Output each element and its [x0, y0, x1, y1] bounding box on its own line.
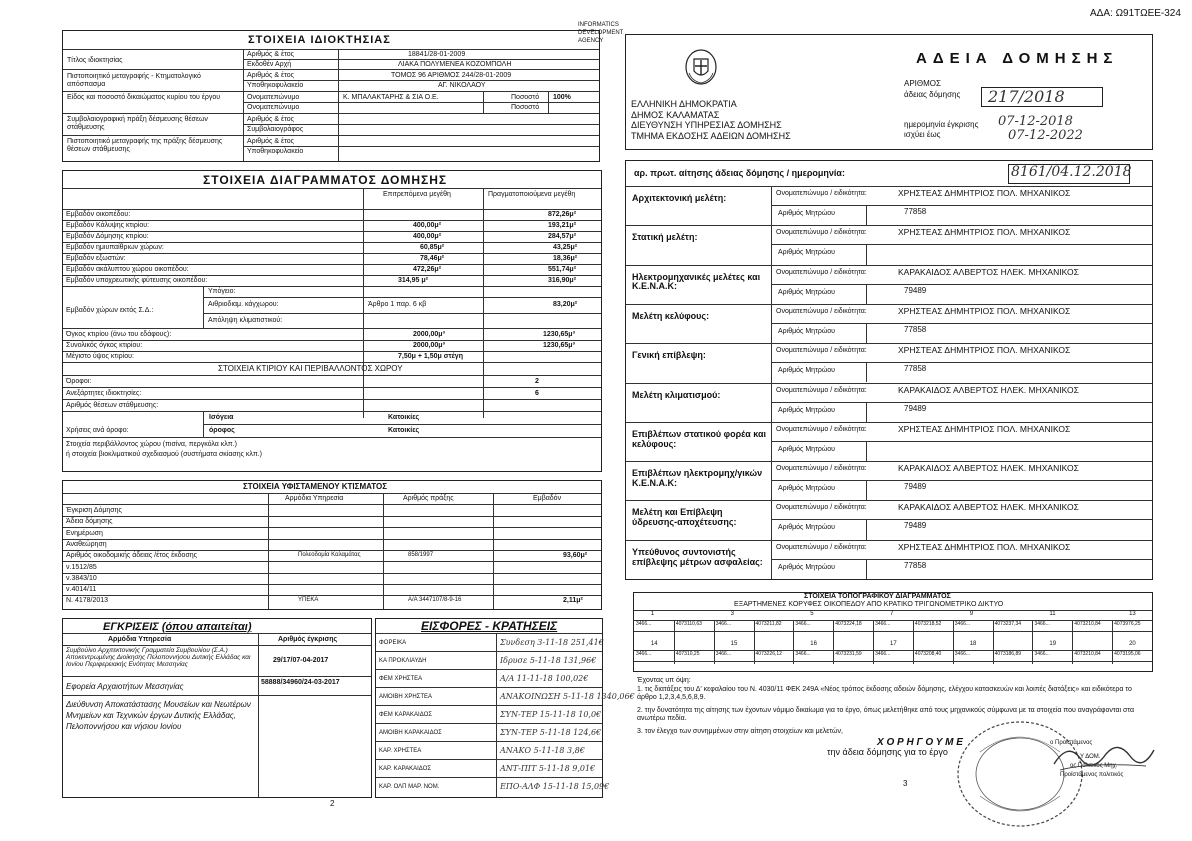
topographic-section — [633, 592, 1153, 672]
topo-coordinate: 3466... — [715, 621, 731, 627]
row-divider — [634, 650, 1152, 651]
topo-vertex-index: 18 — [969, 641, 977, 647]
row-divider — [771, 402, 1152, 403]
topo-vertex-index: 20 — [1129, 641, 1136, 647]
engineer-role-label: Επιβλέπων ηλεκτρομηχ/γικών Κ.Ε.Ν.Α.Κ: — [632, 468, 763, 488]
existing-row-service: ΥΠΕΚΑ — [298, 597, 319, 604]
topo-coordinate: 3466... — [1034, 621, 1050, 627]
topo-vertex-index: 3 — [730, 611, 734, 617]
fees-section — [375, 618, 635, 798]
row-divider — [376, 669, 602, 670]
page-number-right: 3 — [903, 779, 908, 788]
topo-coordinate: 4073210,84 — [1074, 651, 1101, 657]
engineer-name: ΚΑΡΑΚΑΙΔΟΣ ΑΛΒΕΡΤΟΣ ΗΛΕΚ. ΜΗΧΑΝΙΚΟΣ — [898, 384, 1079, 395]
col-divider — [953, 620, 954, 664]
fee-row-label: ΚΑ ΠΡΟΚΛΙΑΥΔΗ — [379, 658, 427, 664]
topo-coordinate: 4073224,18 — [835, 621, 862, 627]
units-count: 6 — [535, 390, 539, 397]
registry-label: Αριθμός Μητρώου — [778, 327, 836, 335]
existing-row-area: 2,11μ² — [563, 597, 583, 605]
env-title: ΣΤΟΙΧΕΙΑ ΚΤΙΡΙΟΥ ΚΑΙ ΠΕΡΙΒΑΛΛΟΝΤΟΣ ΧΩΡΟΥ — [218, 364, 403, 373]
row-divider — [626, 383, 1152, 384]
topo-vertex-index: 14 — [650, 641, 658, 647]
topo-coordinate: 3466... — [795, 621, 811, 627]
row-divider — [771, 519, 1152, 520]
existing-row-label: ν.1512/85 — [66, 563, 97, 571]
row-divider — [376, 705, 602, 706]
row-divider — [63, 561, 601, 562]
col-divider — [866, 519, 867, 539]
topo-coordinate: 4073208,40 — [914, 651, 942, 657]
outside-area-label: Εμβαδόν χώρων εκτός Σ.Δ.: — [66, 307, 154, 314]
fee-row-label: ΑΜΟΙΒΗ ΧΡΗΣΤΕΑ — [379, 694, 433, 700]
topo-coordinate: 4073237,34 — [994, 621, 1022, 627]
floors-count: 2 — [535, 378, 539, 385]
row-divider — [771, 362, 1152, 363]
owner-name: Κ. ΜΠΑΛΑΚΤΑΡΗΣ & ΣΙΑ Ο.Ε. — [343, 94, 439, 101]
row-divider — [63, 595, 601, 596]
approvals-title: ΕΓΚΡΙΣΕΙΣ — [103, 621, 159, 633]
issue-date: 07-12-2018 — [998, 114, 1073, 129]
topo-coordinate: 4073231,59 — [835, 651, 862, 657]
registry-label: Αριθμός Μητρώου — [778, 367, 836, 375]
col-divider — [866, 362, 867, 382]
fullname-label: Ονοματεπώνυμο / ειδικότητα: — [776, 347, 867, 355]
registry-label: Αριθμός Μητρώου — [778, 288, 836, 296]
engineer-registry-number: 79489 — [904, 482, 927, 492]
fees-title: ΕΙΣΦΟΡΕΣ - ΚΡΑΤΗΣΕΙΣ — [421, 619, 558, 633]
col-divider — [866, 205, 867, 225]
topo-coordinate: 4073210,84 — [1074, 621, 1101, 627]
col-divider — [833, 620, 834, 664]
topo-coordinate: 3466... — [875, 651, 891, 657]
fee-row-label: ΑΜΟΙΒΗ ΚΑΡΑΚΑΙΔΟΣ — [379, 730, 442, 736]
authority-line-2: ΔΗΜΟΣ ΚΑΛΑΜΑΤΑΣ — [631, 109, 720, 120]
fee-row-label: ΦΟΡΕΙΚΑ — [379, 640, 407, 646]
fullname-label: Ονοματεπώνυμο / ειδικότητα: — [776, 190, 867, 197]
col-divider — [866, 441, 867, 461]
row-divider — [771, 441, 1152, 442]
engineer-role-label: Υπεύθυνος συντονιστής επίβλεψης μέτρων ασφαλείας: — [632, 546, 763, 567]
engineer-registry-number: 77858 — [904, 324, 927, 334]
engineer-name: ΚΑΡΑΚΑΙΔΟΣ ΑΛΒΕΡΤΟΣ ΗΛΕΚ. ΜΗΧΑΝΙΚΟΣ — [898, 463, 1079, 474]
topo-vertex-index: 15 — [730, 641, 738, 647]
fullname-label: Ονοματεπώνυμο / ειδικότητα: — [776, 425, 867, 433]
topo-coordinate: 3466... — [715, 651, 731, 657]
approval-number-1: 29/17/07-04-2017 — [273, 657, 329, 664]
registry-label: Αριθμός Μητρώου — [778, 485, 836, 493]
existing-row-label: Ενημέρωση — [66, 529, 103, 537]
engineer-name: ΧΡΗΣΤΕΑΣ ΔΗΜΗΤΡΙΟΣ ΠΟΛ. ΜΗΧΑΝΙΚΟΣ — [898, 345, 1071, 356]
row-divider — [376, 777, 602, 778]
engineer-role-label: Στατική μελέτη: — [632, 232, 698, 243]
row-divider — [376, 723, 602, 724]
col-divider — [993, 620, 994, 664]
authority-line-3: ΔΙΕΥΘΥΝΣΗ ΥΠΗΡΕΣΙΑΣ ΔΟΜΗΣΗΣ — [631, 120, 782, 131]
topo-coordinate: 3466... — [1034, 651, 1050, 657]
ownership-title: ΣΤΟΙΧΕΙΑ ΙΔΙΟΚΤΗΣΙΑΣ — [248, 34, 391, 46]
col-divider — [754, 620, 755, 664]
topo-vertex-index: 16 — [810, 641, 817, 647]
engineer-role-label: Μελέτη κλιματισμού: — [632, 389, 721, 400]
permit-title: ΑΔΕΙΑ ΔΟΜΗΣΗΣ — [916, 50, 1119, 67]
existing-title: ΣΤΟΙΧΕΙΑ ΥΦΙΣΤΑΜΕΝΟΥ ΚΤΙΣΜΑΤΟΣ — [243, 482, 387, 491]
row-divider — [626, 422, 1152, 423]
topo-vertex-index: 17 — [890, 641, 897, 647]
topo-coordinate: 3466... — [795, 651, 811, 657]
topo-vertex-index: 13 — [1129, 611, 1136, 617]
engineer-registry-number: 79489 — [904, 521, 927, 531]
fee-row-value: ΑΝΑΚΟΙΝΩΣΗ 5-11-18 1340,06€ — [500, 692, 635, 701]
engineer-registry-number: 79489 — [904, 403, 927, 413]
transfer-cert-number: ΤΟΜΟΣ 96 ΑΡΙΘΜΟΣ 244/28-01-2009 — [391, 72, 512, 79]
col-divider — [913, 620, 914, 664]
engineer-role-label: Αρχιτεκτονική μελέτη: — [632, 193, 727, 203]
col-divider — [866, 323, 867, 343]
existing-row-label: Αριθμός οικοδομικής άδειας /έτος έκδοσης — [66, 552, 198, 560]
diagram-section: ΣΤΟΙΧΕΙΑ ΔΙΑΓΡΑΜΜΑΤΟΣ ΔΟΜΗΣΗΣ Επιτρεπόμενα μεγέθη Πραγματοποιούμενα μεγέθη Εμβαδόν οικοπέδου: 872,26μ² Εμβαδόν Κάλυψης κτιρίου: 400,00μ² 193,21μ² Εμβαδόν Δόμησης κτιρίου: 400,00μ² 284,57μ² Εμβαδόν ημιυπαίθριων χώρων: 60,85μ² 43,25μ² Εμβαδόν εξωστών: 78,46μ² 18,36μ² Εμβαδόν ακάλυπτου χώρου οικοπέδου: 472,26μ² 551,74μ² Εμβαδόν υποχρεωτικής φύτευσης οικοπέδου: 314,95 μ² 316,90μ² Εμβαδόν χώρων εκτός Σ.Δ.: Υπόγειο: Αιθριοδιαμ. κάγχωρου: Άρθρο 1 παρ. 6 κβ 83,20μ² Απόληψη κλιματιστικού: Όγκος κτιρίου (άνω του εδάφους): 2000,00μ³ 1230,65μ³ Συνολικός όγκος κτιρίου: 2000,00μ³ 1230,65μ³ Μέγιστο ύψος κτιρίου: 7,50μ + 1,50μ στέγη ΣΤΟΙΧΕΙΑ ΚΤΙΡΙΟΥ ΚΑΙ ΠΕΡΙΒΑΛΛΟΝΤΟΣ ΧΩΡΟΥ Όροφοι: 2 Ανεξάρτητες ιδιοκτησίες: 6 Αριθμός θέσεων στάθμευσης: Χρήσεις ανά όροφο: Ισόγεια Κατοικίες όροφος Κατοικίες Στοιχεία περιβάλλοντος χώρου (πισίνα, περγκόλα κλπ.) ή στοιχεία βιοκλιματικού σχεδιασμού (συστήματα σκίασης κλπ.) — [62, 170, 602, 472]
ownership-percent: 100% — [553, 94, 571, 101]
engineer-registry-number: 77858 — [904, 207, 927, 216]
fee-row-value: ΕΠΟ-ΑΛΦ 15-11-18 15,09€ — [500, 782, 610, 791]
row-divider — [634, 631, 1152, 632]
fullname-label: Ονοματεπώνυμο / ειδικότητα: — [776, 504, 867, 512]
col-divider — [866, 480, 867, 500]
engineer-name: ΧΡΗΣΤΕΑΣ ΔΗΜΗΤΡΙΟΣ ΠΟΛ. ΜΗΧΑΝΙΚΟΣ — [898, 227, 1071, 238]
existing-row-act: 858/1997 — [408, 552, 434, 559]
registry-label: Αριθμός Μητρώου — [778, 210, 836, 217]
existing-row-label: Άδεια δόμησης — [66, 518, 113, 526]
fee-row-value: Α/Α 11-11-18 100,02€ — [500, 674, 589, 683]
row-divider — [376, 741, 602, 742]
grant-subtitle: την άδεια δόμησης για το έργο — [827, 747, 948, 757]
row-divider — [771, 205, 1152, 206]
row-divider — [63, 584, 601, 585]
row-divider — [63, 573, 601, 574]
registry-label: Αριθμός Μητρώου — [778, 445, 836, 453]
row-divider — [626, 225, 1152, 226]
topo-vertex-index: 7 — [890, 611, 894, 617]
fullname-label: Ονοματεπώνυμο / ειδικότητα: — [776, 307, 867, 315]
engineer-name: ΧΡΗΣΤΕΑΣ ΔΗΜΗΤΡΙΟΣ ΠΟΛ. ΜΗΧΑΝΙΚΟΣ — [898, 541, 1071, 552]
existing-row-label: ν.3843/10 — [66, 574, 97, 582]
fee-row-label: ΚΑΡ. ΟΛΠ ΜΑΡ. ΝΟΜ. — [379, 784, 440, 790]
row-divider — [63, 527, 601, 528]
existing-row-area: 93,60μ² — [563, 552, 588, 560]
col-divider — [1112, 620, 1113, 664]
topo-subtitle: ΕΞΑΡΤΗΜΕΝΕΣ ΚΟΡΥΦΕΣ ΟΙΚΟΠΕΔΟΥ ΑΠΟ ΚΡΑΤΙΚΟ ΤΡΙΓΩΝΟΜΕΤΡΙΚΟ ΔΙΚΤΥΟ — [734, 601, 1004, 608]
permit-number: 217/2018 — [988, 87, 1065, 106]
topo-coordinate: 4073211,82 — [755, 621, 782, 627]
row-divider — [771, 244, 1152, 245]
row-divider — [771, 284, 1152, 285]
engineer-name: ΧΡΗΣΤΕΑΣ ΔΗΜΗΤΡΙΟΣ ΠΟΛ. ΜΗΧΑΝΙΚΟΣ — [898, 305, 1071, 316]
engineer-role-label: Επιβλέπων στατικού φορέα και κελύφους: — [632, 428, 766, 449]
land-registry: ΑΓ. ΝΙΚΟΛΑΟΥ — [438, 82, 486, 89]
authority-line-1: ΕΛΛΗΝΙΚΗ ΔΗΜΟΚΡΑΤΙΑ — [631, 99, 737, 109]
fee-row-value: Συνδεση 3-11-18 251,41€ — [500, 638, 604, 647]
topo-coordinate: 4073976,25 — [1114, 621, 1141, 627]
existing-row-label: Αναθεώρηση — [66, 540, 107, 548]
fee-row-label: ΚΑΡ. ΧΡΗΣΤΕΑ — [379, 748, 422, 754]
row-divider — [376, 687, 602, 688]
engineer-name: ΚΑΡΑΚΑΙΔΟΣ ΑΛΒΕΡΤΟΣ ΗΛΕΚ. ΜΗΧΑΝΙΚΟΣ — [898, 266, 1079, 277]
col-divider — [1032, 620, 1033, 664]
row-divider — [634, 620, 1152, 621]
ownership-section: ΣΤΟΙΧΕΙΑ ΙΔΙΟΚΤΗΣΙΑΣ Τίτλος ιδιοκτησίας Αριθμός & έτος Εκδοθέν Αρχή 18841/28-01-2009 ΛΙΑΚΑ ΠΟΛΥΜΕΝΕΑ ΚΟΖΟΜΠΟΛΗ Πιστοποιητικό μεταγραφής - Κτηματολογικό απόσπασμα Αριθμός & έτος Υποθηκοφυλακείο ΤΟΜΟΣ 96 ΑΡΙΘΜΟΣ 244/28-01-2009 ΑΓ. ΝΙΚΟΛΑΟΥ Είδος και ποσοστό δικαιώματος κυρίου του έργου Ονοματεπώνυμο Ονοματεπώνυμο Κ. ΜΠΑΛΑΚΤΑΡΗΣ & ΣΙΑ Ο.Ε. Ποσοστό Ποσοστό 100% Συμβολαιογραφική πράξη δέσμευσης θέσεων στάθμευσης Αριθμός & έτος Συμβολαιογράφος Πιστοποιητικό μεταγραφής της πράξης δέσμευσης θέσεων στάθμευσης Αριθμός & έτος Υποθηκοφυλακείο — [62, 30, 600, 162]
engineer-name: ΧΡΗΣΤΕΑΣ ΔΗΜΗΤΡΙΟΣ ΠΟΛ. ΜΗΧΑΝΙΚΟΣ — [898, 188, 1071, 198]
row-divider — [376, 759, 602, 760]
row-divider — [626, 265, 1152, 266]
approval-number-2: 58888/34960/24-03-2017 — [261, 679, 340, 686]
col-divider — [866, 402, 867, 422]
registry-label: Αριθμός Μητρώου — [778, 524, 836, 532]
topo-coordinate: 3466... — [954, 651, 971, 657]
existing-row-label: Ν. 4178/2013 — [66, 597, 109, 605]
signature-icon — [1050, 736, 1160, 776]
fee-row-label: ΚΑΡ. ΚΑΡΑΚΑΙΔΟΣ — [379, 766, 432, 772]
ada-code: ΑΔΑ: Ω91ΤΩΕΕ-324 — [1090, 8, 1181, 19]
authority-line-4: ΤΜΗΜΑ ΕΚΔΟΣΗΣ ΑΔΕΙΩΝ ΔΟΜΗΣΗΣ — [631, 130, 791, 141]
grant-heading: Χ Ο Ρ Η Γ Ο Υ Μ Ε — [877, 737, 963, 748]
title-deed-label: Τίτλος ιδιοκτησίας — [67, 57, 123, 64]
engineer-role-label: Γενική επίβλεψη: — [632, 350, 706, 361]
fee-row-value: Ιδρυσε 5-11-18 131,96€ — [500, 656, 597, 665]
fee-row-value: ΣΥΝ-ΤΕΡ 15-11-18 10,0€ — [500, 710, 602, 719]
engineer-registry-number: 79489 — [904, 285, 927, 295]
engineer-role-label: Ηλεκτρομηχανικές μελέτες και Κ.Ε.Ν.Α.Κ: — [632, 271, 761, 292]
title-deed-number: 18841/28-01-2009 — [408, 51, 466, 58]
row-divider — [376, 651, 602, 652]
approvals-section: ΕΓΚΡΙΣΕΙΣ (όπου απαιτείται) Αρμόδια Υπηρεσία Αριθμός έγκρισης Συμβούλιο Αρχιτεκτονικής Γραμματεία Συμβουλίου (Σ.Α.) Αποκεντρωμένης Διοίκησης Πελοποννήσου Δυτικής Ελλάδας και Ιονίου Περιφερειακής Ενότητας Μεσσηνίας 29/17/07-04-2017 Εφορεία Αρχαιοτήτων Μεσσηνίας 58888/34960/24-03-2017 Διεύθυνση Αποκατάστασης Μουσείων και Νεωτέρων Μνημείων και Τεχνικών έργων Δυτικής Ελλάδας, Πελοποννήσου και νήσιου Ιονίου — [62, 618, 372, 798]
col-divider — [674, 620, 675, 664]
application-label: αρ. πρωτ. αίτησης άδειας δόμησης / ημερομηνία: — [634, 168, 845, 178]
topo-coordinate: 3466... — [636, 621, 652, 627]
topo-coordinate: 4073226,12 — [755, 651, 782, 657]
topo-coordinate: 4073110,63 — [675, 621, 702, 627]
fee-row-value: ΑΝΤ-ΠΙΤ 5-11-18 9,01€ — [500, 764, 596, 773]
fullname-label: Ονοματεπώνυμο / ειδικότητα: — [776, 268, 867, 276]
topo-coordinate: 3466... — [875, 621, 891, 627]
row-divider — [626, 304, 1152, 305]
topo-vertex-index: 11 — [1049, 611, 1056, 617]
col-divider — [866, 244, 867, 264]
col-divider — [714, 620, 715, 664]
existing-row-label: ν.4014/11 — [66, 586, 97, 594]
engineers-section — [625, 160, 1153, 580]
fee-row-value: ΑΝΑΚΟ 5-11-18 3,8€ — [500, 746, 585, 755]
row-divider — [63, 539, 601, 540]
fullname-label: Ονοματεπώνυμο / ειδικότητα: — [776, 543, 867, 551]
application-number: 8161/04.12.2018 — [1011, 164, 1132, 180]
fullname-label: Ονοματεπώνυμο / ειδικότητα: — [776, 386, 867, 394]
engineer-name: ΧΡΗΣΤΕΑΣ ΔΗΜΗΤΡΙΟΣ ΠΟΛ. ΜΗΧΑΝΙΚΟΣ — [898, 423, 1071, 434]
topo-vertex-index: 9 — [969, 611, 974, 617]
row-divider — [626, 540, 1152, 541]
topo-vertex-index: 5 — [810, 611, 814, 617]
fullname-label: Ονοματεπώνυμο / ειδικότητα: — [776, 465, 867, 473]
existing-row-label: Έγκριση Δόμησης — [66, 507, 122, 514]
topo-title: ΣΤΟΙΧΕΙΑ ΤΟΠΟΓΡΑΦΙΚΟΥ ΔΙΑΓΡΑΜΜΑΤΟΣ — [804, 593, 951, 600]
fee-row-label: ΦΕΜ ΧΡΗΣΤΕΑ — [379, 676, 423, 682]
topo-vertex-index: 19 — [1049, 641, 1057, 647]
topo-coordinate: 3466... — [954, 621, 971, 627]
fee-row-label: ΦΕΜ ΚΑΡΑΚΑΙΔΟΣ — [379, 712, 432, 718]
topo-coordinate: 4073195,06 — [1114, 651, 1141, 657]
topo-coordinate: 4073186,89 — [994, 651, 1022, 657]
registry-label: Αριθμός Μητρώου — [778, 406, 836, 414]
col-divider — [793, 620, 794, 664]
topo-coordinate: 3466... — [636, 651, 652, 657]
row-divider — [626, 343, 1152, 344]
greek-emblem-icon — [684, 47, 718, 85]
row-divider — [771, 480, 1152, 481]
engineer-registry-number: 77858 — [904, 560, 927, 570]
permit-header: ΕΛΛΗΝΙΚΗ ΔΗΜΟΚΡΑΤΙΑ ΔΗΜΟΣ ΚΑΛΑΜΑΤΑΣ ΔΙΕΥΘΥΝΣΗ ΥΠΗΡΕΣΙΑΣ ΔΟΜΗΣΗΣ ΤΜΗΜΑ ΕΚΔΟΣΗΣ ΑΔΕΙΩΝ ΔΟΜΗΣΗΣ ΑΔΕΙΑ ΔΟΜΗΣΗΣ ΑΡΙΘΜΟΣ άδειας δόμησης 217/2018 ημερομηνία έγκρισης ισχύει έως 07-12-2018 07-12-2022 — [625, 34, 1153, 150]
engineer-role-label: Μελέτη κελύφους: — [632, 310, 710, 321]
existing-row-act: Α/Α 3447107/8-9-16 — [408, 597, 462, 604]
col-divider — [873, 620, 874, 664]
row-divider — [63, 550, 601, 551]
row-divider — [771, 323, 1152, 324]
diagram-title: ΣΤΟΙΧΕΙΑ ΔΙΑΓΡΑΜΜΑΤΟΣ ΔΟΜΗΣΗΣ — [203, 173, 448, 187]
topo-vertex-index: 1 — [650, 611, 655, 617]
col-divider — [866, 559, 867, 579]
registry-label: Αριθμός Μητρώου — [778, 249, 836, 257]
row-divider — [63, 516, 601, 517]
page-number-left: 2 — [330, 799, 335, 808]
engineer-registry-number: 77858 — [904, 364, 927, 374]
valid-until-date: 07-12-2022 — [1008, 128, 1083, 143]
engineer-role-label: Μελέτη και Επίβλεψη ύδρευσης-αποχέτευσης: — [632, 507, 737, 528]
row-divider — [626, 500, 1152, 501]
existing-building-section: ΣΤΟΙΧΕΙΑ ΥΦΙΣΤΑΜΕΝΟΥ ΚΤΙΣΜΑΤΟΣ Αρμόδια Υπηρεσία Αριθμός πράξης Εμβαδόν Έγκριση Δόμησης Άδεια δόμησης Ενημέρωση Αναθεώρηση Αριθμός οικοδομικής άδειας /έτος έκδοσης Πολεοδομία Καλαμάτας 858/1997 93,60μ² ν.1512/85 ν.3843/10 ν.4014/11 Ν. 4178/2013 ΥΠΕΚΑ Α/Α 3447107/8-9-16 2,11μ² — [62, 480, 602, 610]
row-divider — [634, 661, 1152, 662]
engineer-name: ΚΑΡΑΚΑΙΔΟΣ ΑΛΒΕΡΤΟΣ ΗΛΕΚ. ΜΗΧΑΝΙΚΟΣ — [898, 502, 1079, 513]
col-divider — [866, 284, 867, 304]
title-deed-authority: ΛΙΑΚΑ ΠΟΛΥΜΕΝΕΑ ΚΟΖΟΜΠΟΛΗ — [398, 61, 512, 68]
topo-coordinate: 407310,25 — [675, 651, 700, 657]
row-divider — [771, 559, 1152, 560]
existing-row-service: Πολεοδομία Καλαμάτας — [298, 552, 361, 559]
fee-row-value: ΣΥΝ-ΤΕΡ 5-11-18 124,6€ — [500, 728, 602, 737]
row-divider — [626, 461, 1152, 462]
topo-coordinate: 4073218,52 — [914, 621, 942, 627]
fullname-label: Ονοματεπώνυμο / ειδικότητα: — [776, 229, 867, 237]
registry-label: Αριθμός Μητρώου — [778, 563, 836, 571]
col-divider — [1072, 620, 1073, 664]
